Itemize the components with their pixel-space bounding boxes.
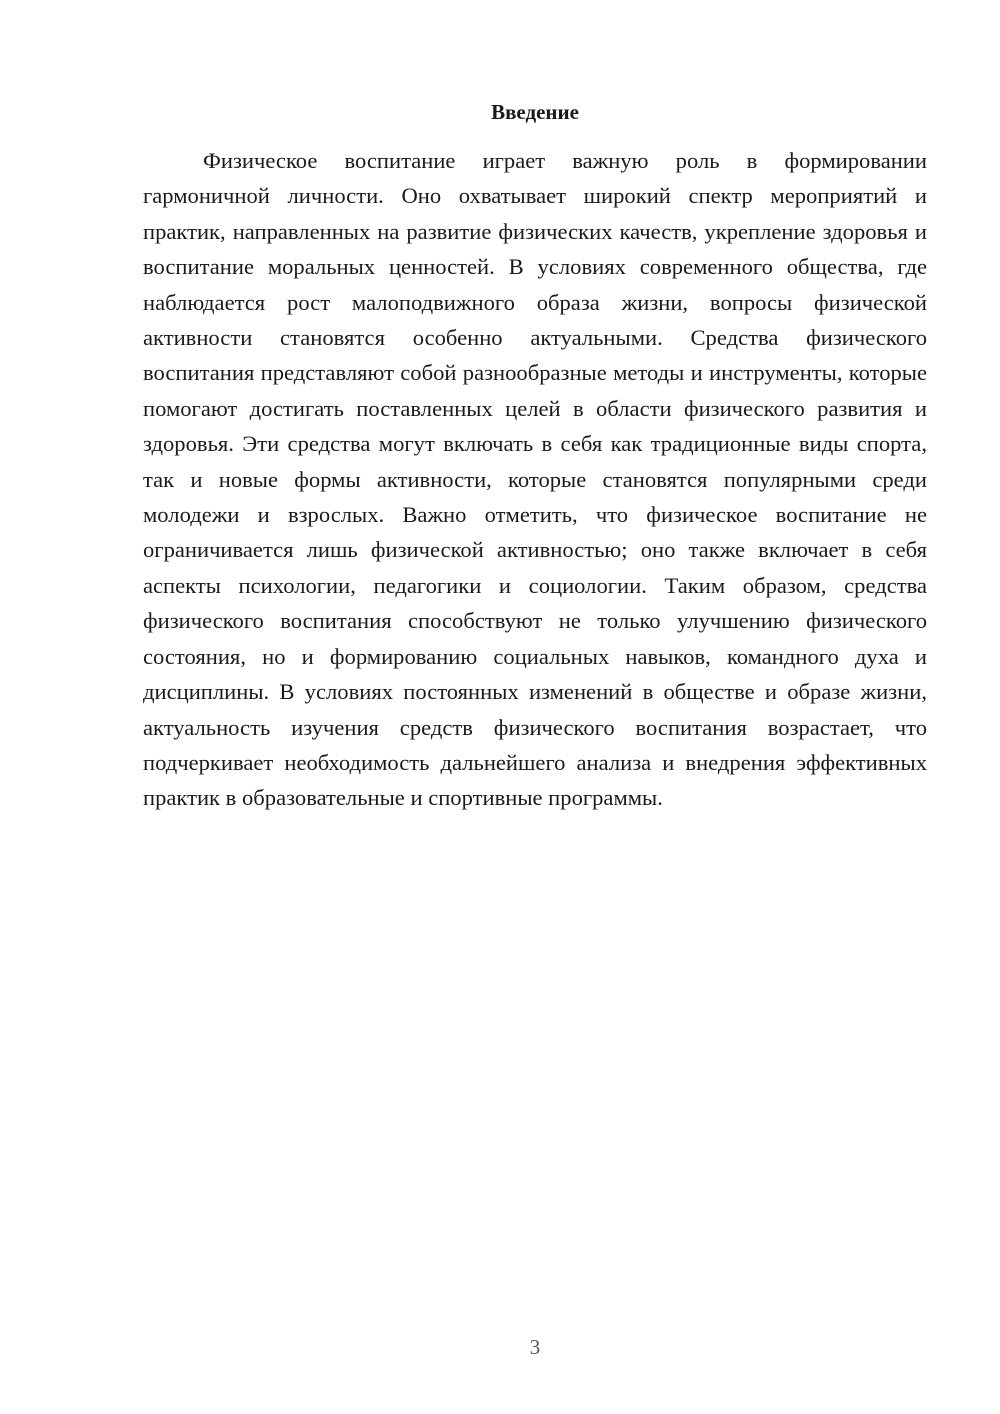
page-number: 3: [529, 1335, 541, 1359]
body-paragraph: Физическое воспитание играет важную роль в формировании гармоничной личности. Оно охватывает широкий спектр мероприятий и практик, направленных на развитие физических качеств, укрепление здоровья и воспитание моральных ценностей. В условиях современного общества, где наблюдается рост малоподвижного образа жизни, вопросы физической активности становятся особенно актуальными. Средства физического воспитания представляют собой разнообразные методы и инструменты, которые помогают достигать поставленных целей в области физического развития и здоровья. Эти средства могут включать в себя как традиционные виды спорта, так и новые формы активности, которые становятся популярными среди молодежи и взрослых. Важно отметить, что физическое воспитание не ограничивается лишь физической активностью; оно также включает в себя аспекты психологии, педагогики и социологии. Таким образом, средства физического воспитания способствуют не только улучшению физического состояния, но и формированию социальных навыков, командного духа и дисциплины. В условиях постоянных изменений в обществе и образе жизни, актуальность изучения средств физического воспитания возрастает, что подчеркивает необходимость дальнейшего анализа и внедрения эффективных практик в образовательные и спортивные программы.: [143, 148, 927, 811]
section-heading: Введение: [491, 100, 579, 124]
